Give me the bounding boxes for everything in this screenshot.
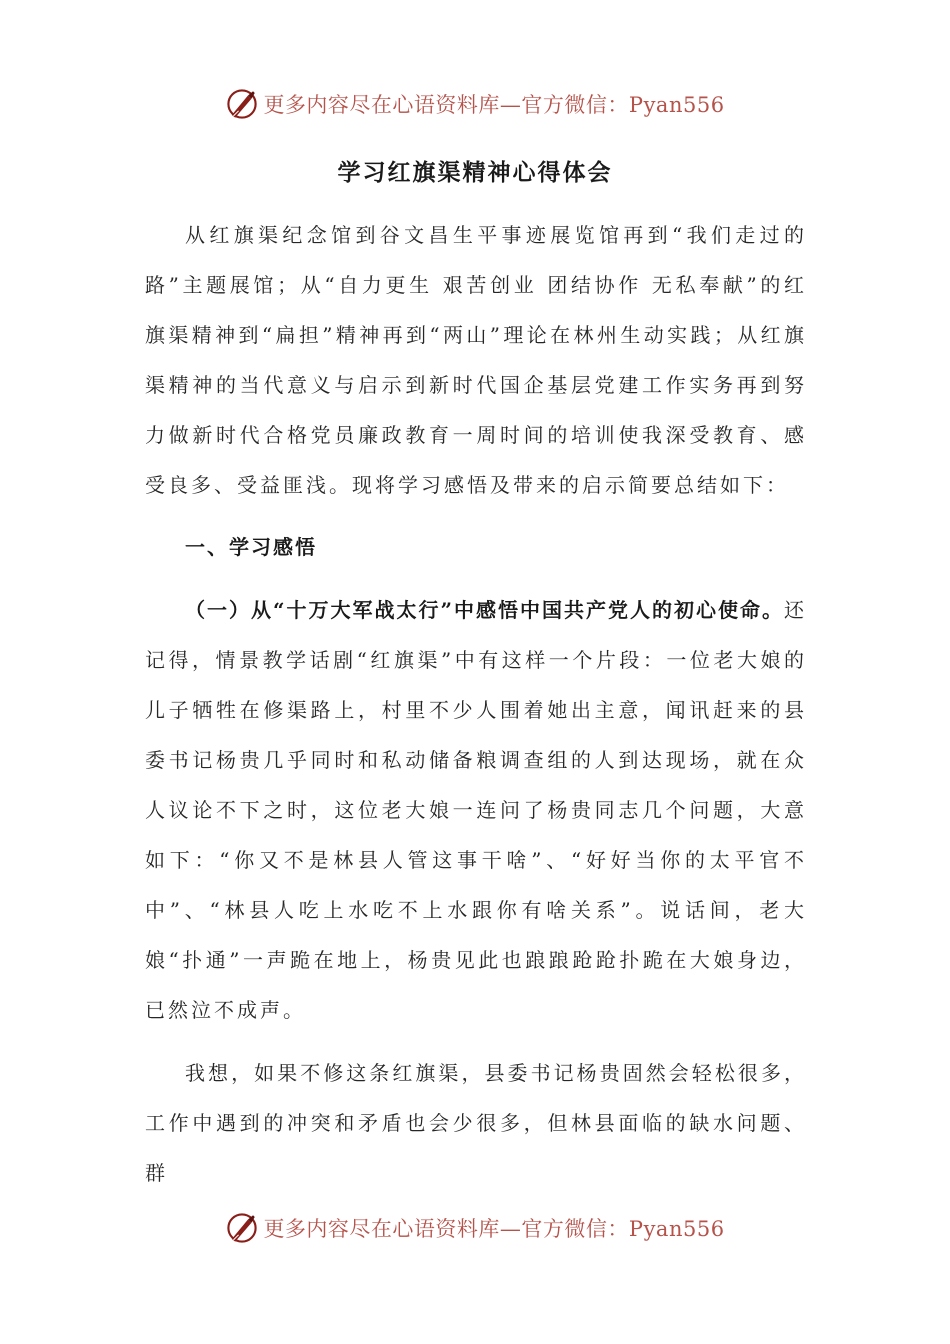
pen-nib-logo-icon [225,87,259,121]
header-banner [0,84,950,124]
subsection-heading: （一）从“十万大军战太行”中感悟中国共产党人的初心使命。 [185,598,785,622]
subsection-body: 还记得，情景教学话剧“红旗渠”中有这样一个片段：一位老大娘的儿子牺牲在修渠路上，村里不少人围着她出主意，闻讯赶来的县委书记杨贵几乎同时和私动储备粮调查组的人到达现场，就在众人议论不下之时，这位老大娘一连问了杨贵同志几个问题，大意如下：“你又不是林县人管这事干啥”、“好好当你的太平官不中”、“林县人吃上水吃不上水跟你有啥关系”。说话间，老大娘“扑通”一声跪在地上，杨贵见此也踉踉跄跄扑跪在大娘身边，已然泣不成声。 [145,598,808,1022]
document-title: 学习红旗渠精神心得体会 [337,159,613,186]
footer-banner [0,1208,950,1248]
pen-nib-logo-icon [225,1211,259,1245]
footer-banner-text: 更多内容尽在心语资料库—官方微信：Pyan556 [263,1217,725,1241]
intro-paragraph: 从红旗渠纪念馆到谷文昌生平事迹展览馆再到“我们走过的路”主题展馆；从“自力更生 艰苦创业 团结协作 无私奉献”的红旗渠精神到“扁担”精神再到“两山”理论在林州生动实践；从红旗渠精神的当代意义与启示到新时代国企基层党建工作实务再到努力做新时代合格党员廉政教育一周时间的培训使我深受教育、感受良多、受益匪浅。现将学习感悟及带来的启示简要总结如下： [145,223,807,497]
subsection-paragraph [145,585,807,1035]
header-banner-text: 更多内容尽在心语资料库—官方微信：Pyan556 [263,93,725,117]
body-paragraph: 我想，如果不修这条红旗渠，县委书记杨贵固然会轻松很多，工作中遇到的冲突和矛盾也会少很多，但林县面临的缺水问题、群 [145,1061,807,1185]
section-heading: 一、学习感悟 [185,535,317,559]
